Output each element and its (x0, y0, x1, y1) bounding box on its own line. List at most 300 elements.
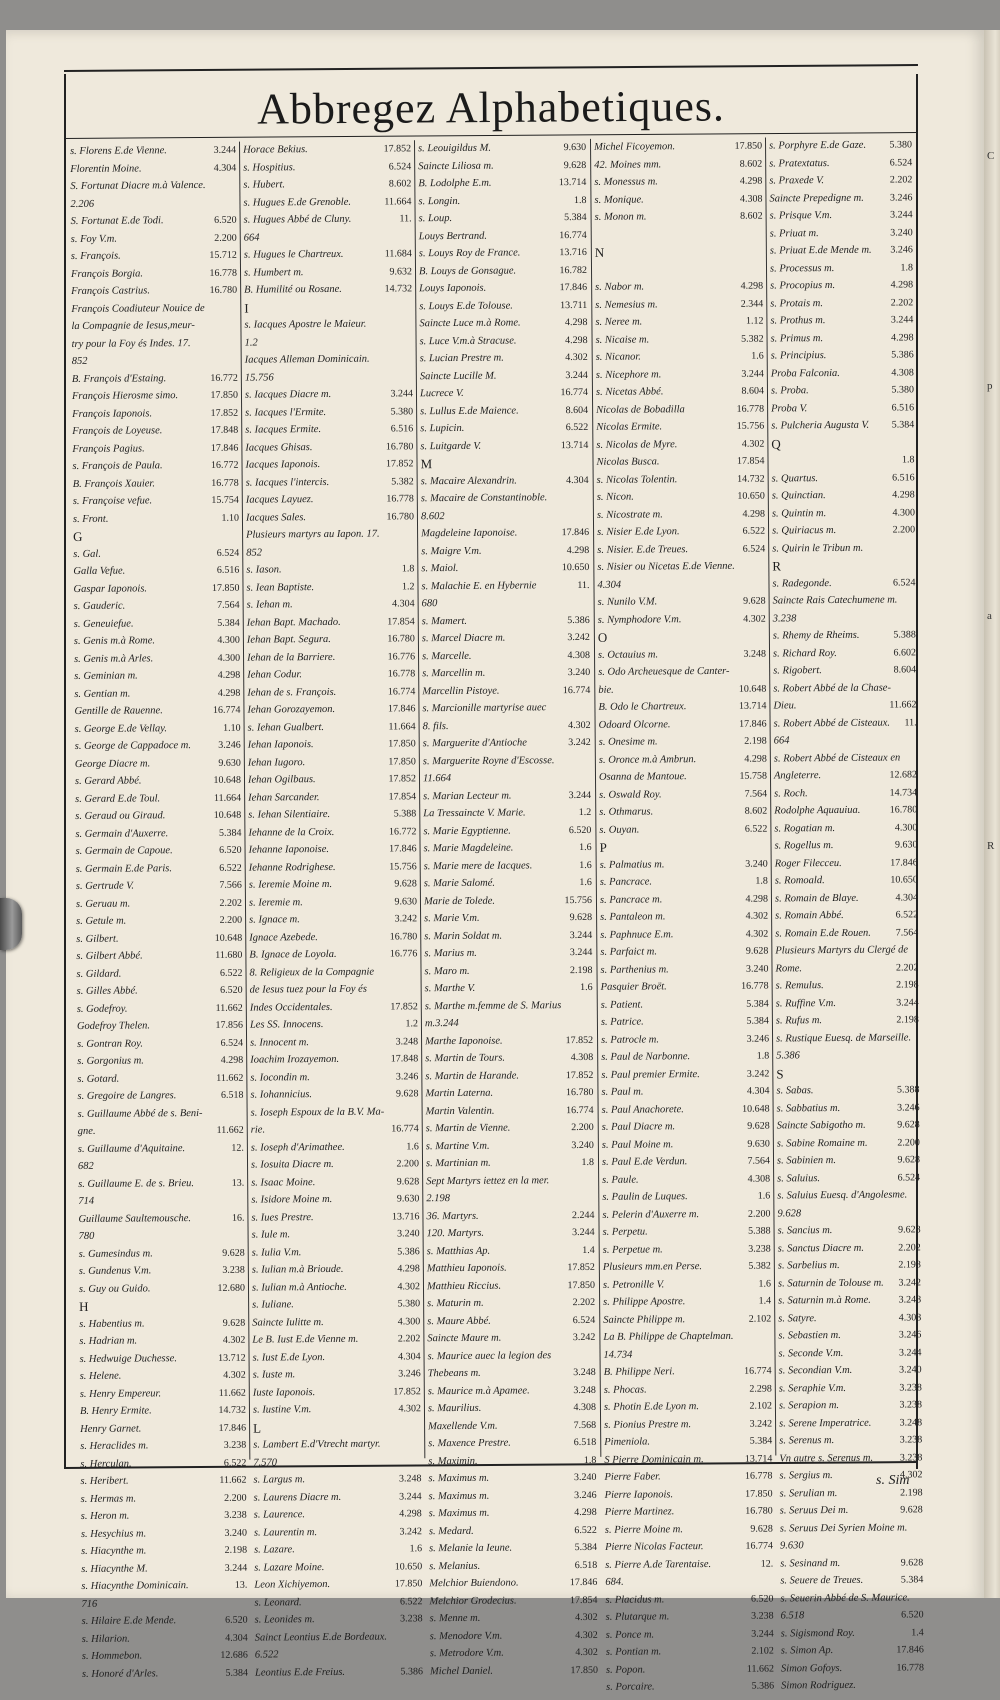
index-entry (600, 1205, 772, 1224)
index-entry (770, 486, 917, 505)
index-entry (768, 241, 915, 260)
entry-reference: 5.384 (218, 827, 242, 839)
index-entry (599, 995, 771, 1014)
entry-name: s. Parfaict m. (600, 946, 658, 958)
index-entry (241, 140, 413, 159)
entry-name: s. Gumesindus m. (78, 1247, 153, 1260)
entry-name: 780 (78, 1230, 95, 1242)
entry-reference: 9.630 (394, 895, 418, 907)
entry-name: Iuste Iaponois. (252, 1386, 316, 1399)
index-entry (69, 317, 239, 336)
entry-name: s. Seuere de Treues. (780, 1574, 864, 1587)
entry-reference: 5.382 (748, 1260, 771, 1272)
index-entry (242, 263, 414, 282)
index-entry (767, 189, 914, 208)
entry-reference: 17.852 (388, 773, 417, 785)
entry-reference: 3.242 (394, 913, 418, 925)
index-entry (71, 544, 241, 563)
entry-name: s. Loup. (418, 212, 453, 225)
entry-reference: 4.298 (891, 331, 914, 344)
entry-name: s. Germain E.de Paris. (75, 862, 172, 875)
entry-name: P (599, 839, 607, 855)
index-entry (768, 276, 915, 295)
entry-reference: 6.524 (216, 547, 240, 559)
entry-reference: 3.242 (572, 1331, 596, 1344)
entry-name: Iehan Bapt. Segura. (246, 633, 331, 646)
index-entry (770, 539, 917, 558)
index-entry (78, 1384, 248, 1403)
index-entry (72, 614, 242, 633)
index-entry (774, 976, 921, 995)
index-entry (421, 839, 593, 858)
entry-reference: 11. (399, 213, 412, 225)
entry-name: 680 (421, 598, 438, 610)
entry-name: Saincte Rais Catechumene m. (772, 594, 898, 607)
entry-reference: 9.630 (563, 141, 587, 154)
entry-name: s. Iulia V.m. (251, 1246, 302, 1259)
entry-name: s. Pantaleon m. (600, 911, 666, 923)
index-entry (73, 754, 243, 773)
entry-reference: 17.846 (890, 856, 918, 869)
index-entry (600, 1100, 772, 1119)
entry-name: s. Maurilius. (427, 1402, 482, 1415)
entry-reference: 13.716 (391, 1210, 420, 1222)
entry-reference: 9.630 (894, 839, 918, 851)
entry-reference: 5.384 (225, 1667, 249, 1679)
index-entry (79, 1577, 249, 1596)
entry-reference: 17.852 (567, 1261, 595, 1274)
index-entry (70, 422, 240, 441)
entry-reference: 5.388 (893, 629, 916, 641)
index-entry (423, 1031, 595, 1050)
entry-name: Les SS. Innocens. (249, 1019, 324, 1031)
entry-name: s. Hadrian m. (79, 1335, 138, 1347)
index-entry (768, 206, 915, 225)
entry-name: s. Humbert m. (243, 266, 304, 279)
index-entry (243, 420, 415, 439)
entry-name: Iehan Sarcander. (248, 791, 320, 804)
index-entry (71, 579, 241, 598)
index-entry (597, 750, 769, 769)
entry-name: s. Iacques l'Ermite. (245, 406, 327, 419)
index-entry (776, 1239, 923, 1258)
entry-name: B. François d'Estaing. (71, 372, 167, 385)
entry-name: s. Seraphie V.m. (778, 1382, 847, 1394)
entry-name: 5.386 (776, 1050, 800, 1062)
entry-reference: 9.630 (218, 757, 241, 769)
entry-name: s. Remulus. (775, 980, 824, 992)
entry-name: s. Monon m. (594, 211, 647, 223)
index-entry (68, 142, 238, 161)
index-entry (426, 1451, 598, 1470)
index-entry (246, 805, 418, 824)
entry-name: 4.304 (597, 579, 622, 591)
index-entry (598, 960, 770, 979)
entry-reference: 2.102 (751, 1645, 774, 1657)
entry-name: s. Mamert. (421, 615, 468, 627)
entry-reference: 1.6 (406, 1140, 419, 1152)
entry-name: s. Sarbelius m. (777, 1259, 840, 1272)
entry-name: Le B. Iust E.de Vienne m. (252, 1333, 359, 1346)
index-entry (70, 352, 240, 371)
entry-reference: 3.246 (398, 1368, 421, 1380)
index-entry (427, 1486, 599, 1505)
entry-name: s. Gerard Abbé. (74, 775, 142, 787)
entry-reference: 12. (231, 1142, 244, 1154)
entry-reference: 16.774 (212, 704, 241, 716)
index-entry (596, 610, 768, 629)
entry-reference: 1.2 (405, 1018, 418, 1030)
entry-name: Ignace Azebede. (249, 931, 318, 944)
entry-name: Q (771, 435, 781, 451)
index-entry (602, 1467, 774, 1486)
index-entry (77, 1332, 247, 1351)
index-entry (422, 891, 594, 910)
index-entry (424, 1206, 596, 1225)
index-entry (424, 1189, 596, 1208)
entry-name: s. Patient. (600, 999, 644, 1011)
section-letter (774, 1064, 921, 1083)
index-entry (76, 1139, 246, 1158)
entry-name: s. Sabbatius m. (776, 1102, 841, 1114)
entry-reference: 4.302 (575, 1611, 598, 1624)
entry-reference: 6.516 (891, 401, 915, 414)
entry-reference: 7.564 (744, 788, 768, 800)
entry-reference: 4.308 (898, 1311, 922, 1324)
index-entry (417, 209, 589, 228)
entry-name: 716 (81, 1598, 98, 1610)
entry-name: s. Marian Lecteur m. (423, 790, 512, 802)
index-entry (68, 159, 238, 178)
entry-name: Pierre Martinez. (604, 1506, 675, 1518)
index-entry (71, 509, 241, 528)
index-entry (69, 299, 239, 318)
entry-reference: 11. (904, 716, 917, 728)
entry-name: s. Primus m. (770, 332, 824, 344)
entry-reference: 3.246 (218, 739, 241, 751)
index-entry (419, 506, 591, 525)
entry-reference: 14.732 (384, 283, 413, 295)
index-entry (598, 873, 770, 892)
entry-reference: 4.308 (891, 366, 914, 379)
index-entry (68, 177, 238, 196)
entry-name: 8.602 (420, 510, 445, 522)
entry-reference: 2.102 (749, 1400, 772, 1412)
entry-reference: 3.238 (222, 1264, 245, 1276)
entry-name: s. Saturnin m.à Rome. (778, 1294, 871, 1307)
entry-reference: 4.298 (745, 893, 768, 905)
entry-name: François Borgia. (70, 267, 144, 280)
index-entry (74, 894, 244, 913)
index-entry (250, 1243, 422, 1262)
entry-reference: 16.778 (386, 493, 414, 505)
index-entry (416, 174, 588, 193)
index-entry (602, 1432, 774, 1451)
entry-name: Iehan de s. François. (247, 686, 337, 699)
index-entry (428, 1609, 600, 1628)
index-entry (600, 1170, 772, 1189)
entry-name: s. Iacques Diacre m. (244, 388, 332, 401)
entry-name: s. Marius m. (424, 947, 477, 960)
index-entry (778, 1589, 925, 1608)
entry-reference: 3.240 (397, 1228, 420, 1240)
index-entry (771, 609, 918, 628)
entry-name: s. Gundenus V.m. (78, 1265, 152, 1277)
entry-name: s. Phocas. (603, 1383, 647, 1396)
entry-reference: 10.650 (890, 874, 918, 886)
entry-name: s. Innocent m. (250, 1036, 310, 1049)
index-entry (251, 1383, 423, 1402)
entry-name: 9.628 (777, 1207, 802, 1219)
entry-name: 6.522 (254, 1649, 279, 1661)
entry-reference: 1.8 (901, 454, 915, 466)
index-entry (598, 890, 770, 909)
index-entry (596, 645, 768, 664)
entry-reference: 17.850 (211, 582, 240, 594)
entry-name: Godefroy Thelen. (76, 1020, 151, 1032)
entry-name: s. Marcionille martyrise auec (422, 702, 547, 715)
index-entry (596, 680, 768, 699)
index-entry (245, 665, 417, 684)
section-letter (71, 527, 241, 546)
entry-reference: 3.248 (743, 648, 767, 660)
entry-name: 2.206 (70, 198, 95, 210)
entry-name: s. Lupicin. (420, 422, 465, 435)
page-clip (0, 898, 22, 950)
index-entry (244, 525, 416, 544)
index-entry (417, 261, 589, 280)
entry-reference: 17.846 (218, 1422, 247, 1434)
index-entry (247, 893, 419, 912)
entry-name: H (79, 1298, 89, 1314)
index-entry (593, 225, 765, 244)
entry-name: s. Hedwuige Duchesse. (79, 1352, 177, 1365)
entry-reference: 11.664 (384, 195, 412, 208)
index-entry (421, 821, 593, 840)
entry-reference: 4.302 (899, 1469, 923, 1481)
entry-reference: 2.198 (569, 964, 593, 976)
index-entry (253, 1663, 425, 1682)
entry-name: s. Pelerin d'Auxerre m. (602, 1208, 700, 1221)
entry-reference: 16.776 (389, 948, 418, 960)
entry-name: s. Patrice. (600, 1016, 644, 1028)
section-letter (596, 628, 768, 647)
index-entry (773, 959, 920, 978)
index-entry (73, 737, 243, 756)
entry-reference: 9.628 (396, 1175, 420, 1187)
entry-reference: 9.628 (569, 911, 593, 924)
entry-reference: 4.298 (742, 508, 765, 520)
index-entry (77, 1279, 247, 1298)
entry-name: L (253, 1420, 262, 1436)
index-entry (600, 1118, 772, 1137)
entry-reference: 3.240 (571, 1139, 594, 1151)
entry-name: s. Nisier E.de Lyon. (597, 526, 680, 538)
entry-reference: 4.300 (397, 1315, 421, 1327)
entry-name: s. Iason. (246, 564, 282, 576)
index-entry (603, 1502, 775, 1521)
entry-reference: 6.520 (901, 1609, 924, 1621)
index-entry (595, 523, 767, 542)
entry-name: s. Laurence. (253, 1509, 306, 1521)
entry-name: Guillaume Saultemousche. (78, 1212, 192, 1225)
entry-reference: 5.380 (891, 384, 915, 396)
entry-reference: 17.850 (388, 755, 416, 768)
edge-letter: R (987, 840, 995, 852)
entry-reference: 5.384 (564, 211, 587, 224)
entry-reference: 12.682 (889, 769, 918, 781)
index-entry (416, 156, 588, 175)
entry-reference: 14.732 (737, 473, 765, 485)
index-entry (76, 1174, 246, 1193)
entry-name: s. Patrocle m. (601, 1033, 660, 1046)
index-entry (597, 733, 769, 752)
entry-name: s. Gildard. (76, 968, 122, 980)
entry-name: s. Ruffine V.m. (775, 997, 837, 1009)
entry-reference: 16.782 (559, 264, 588, 276)
entry-name: s. Iean Baptiste. (246, 581, 315, 594)
index-entry (253, 1610, 425, 1629)
page-title: Abbregez Alphabetiques. (256, 81, 726, 134)
index-entry (777, 1414, 924, 1433)
entry-name: s. Nisier. E.de Treues. (597, 543, 689, 556)
entry-reference: 6.522 (399, 1595, 423, 1607)
entry-reference: 1.6 (580, 981, 593, 994)
entry-reference: 3.242 (746, 1068, 770, 1080)
index-entry (598, 943, 770, 962)
entry-name: Saincte Iulitte m. (252, 1316, 324, 1329)
entry-reference: 3.244 (896, 996, 919, 1009)
entry-name: s. Photin E.de Lyon m. (603, 1401, 700, 1413)
entry-name: s. Gauderic. (73, 600, 126, 612)
entry-reference: 9.628 (900, 1504, 923, 1516)
entry-name: s. Oswald Roy. (599, 788, 662, 801)
index-entry (241, 158, 413, 177)
entry-reference: 17.850 (745, 1488, 773, 1500)
entry-name: Iacques Sales. (245, 511, 307, 524)
entry-reference: 3.248 (395, 1035, 419, 1047)
entry-reference: 13. (234, 1579, 248, 1591)
index-entry (251, 1470, 423, 1489)
entry-name: Ioachim Irozayemon. (250, 1053, 340, 1066)
index-entry (596, 593, 768, 612)
entry-reference: 9.630 (747, 1138, 770, 1150)
entry-reference: 6.524 (892, 576, 916, 589)
entry-reference: 3.248 (899, 1416, 923, 1429)
index-entry (594, 453, 766, 472)
entry-name: Iehan Bapt. Machado. (246, 616, 341, 629)
index-entry (419, 576, 591, 595)
entry-name: 6.518 (780, 1610, 805, 1622)
entry-name: try pour la Foy és Indes. 17. (71, 337, 191, 350)
entry-name: s. Romain Abbé. (775, 909, 844, 922)
entry-name: s. Radegonde. (772, 577, 832, 589)
entry-reference: 3.244 (568, 789, 592, 801)
entry-name: s. Sigismond Roy. (780, 1627, 855, 1639)
entry-name: s. Guillaume E. de s. Brieu. (78, 1177, 194, 1190)
entry-reference: 4.304 (895, 891, 918, 904)
index-entry (592, 155, 764, 174)
entry-name: Indes Occidentales. (249, 1001, 333, 1014)
index-entry (601, 1292, 773, 1311)
entry-name: s. Marcelle. (421, 650, 472, 662)
entry-name: Dieu. (773, 700, 797, 712)
entry-name: B. Humilité ou Rosane. (244, 283, 342, 296)
index-entry (250, 1295, 422, 1314)
index-entry (73, 824, 243, 843)
entry-name: s. Lullus E.de Maience. (420, 404, 519, 417)
entry-name: s. Ioseph Espoux de la B.V. Ma- (250, 1106, 385, 1119)
index-entry (242, 228, 414, 247)
entry-name: s. Nicon. (596, 491, 634, 503)
index-entry (246, 788, 418, 807)
entry-name: s. Processus m. (769, 262, 835, 274)
entry-name: M (420, 456, 433, 472)
entry-name: s. Medard. (428, 1525, 474, 1537)
index-entry (246, 718, 418, 737)
entry-reference: 2.200 (224, 1492, 247, 1504)
index-entry (603, 1520, 775, 1539)
entry-reference: 4.308 (573, 1401, 596, 1414)
entry-reference: 8.602 (740, 210, 763, 222)
entry-name: s. Nemesius m. (595, 298, 658, 311)
entry-name: François Castrius. (71, 285, 150, 297)
entry-name: s. Iuste m. (252, 1369, 296, 1381)
entry-name: s. Rogellus m. (774, 840, 834, 852)
entry-name: Iehan Ogilbaus. (247, 774, 316, 786)
entry-reference: 9.628 (743, 595, 766, 607)
entry-reference: 15.756 (736, 420, 765, 432)
entry-name: s. Pionius Prestre m. (604, 1418, 692, 1431)
entry-name: s. Romoald. (774, 875, 825, 887)
entry-name: s. Sabas. (776, 1085, 814, 1097)
entry-reference: 3.238 (748, 1243, 771, 1255)
index-entry (68, 194, 238, 213)
entry-reference: 1.2 (401, 580, 415, 592)
index-entry (249, 1155, 421, 1174)
entry-name: s. Hilarion. (81, 1633, 130, 1645)
entry-reference: 17.854 (736, 455, 765, 467)
index-entry (420, 664, 592, 683)
entry-name: s. Satyre. (778, 1312, 817, 1324)
index-entry (253, 1628, 425, 1647)
entry-reference: 3.244 (751, 1628, 774, 1640)
entry-name: s. Serulian m. (779, 1487, 838, 1499)
entry-name: s. Paul m. (601, 1086, 644, 1098)
index-entry (250, 1313, 422, 1332)
entry-name: s. Hugues le Chartreux. (243, 248, 344, 261)
entry-name: Thebeans m. (427, 1367, 481, 1380)
entry-name: s. Herculan. (80, 1458, 132, 1470)
entry-reference: 1.12 (745, 315, 764, 327)
entry-reference: 4.298 (744, 753, 767, 765)
index-entry (425, 1311, 597, 1330)
index-entry (248, 1050, 420, 1069)
entry-name: s. Maximus m. (428, 1490, 490, 1502)
index-entry (599, 1083, 771, 1102)
entry-name: 11.664 (422, 773, 452, 785)
entry-reference: 3.246 (574, 1489, 597, 1501)
index-entry (418, 401, 590, 420)
entry-reference: 5.386 (891, 349, 914, 361)
entry-name: Iehan Gorozayemon. (247, 703, 336, 716)
index-entry (774, 1011, 921, 1030)
index-entry (598, 855, 770, 874)
index-entry (772, 836, 919, 855)
entry-name: 8. Religieux de la Compagnie (249, 966, 375, 979)
index-entry (73, 772, 243, 791)
entry-name: B. Louys de Gonsague. (418, 264, 517, 277)
